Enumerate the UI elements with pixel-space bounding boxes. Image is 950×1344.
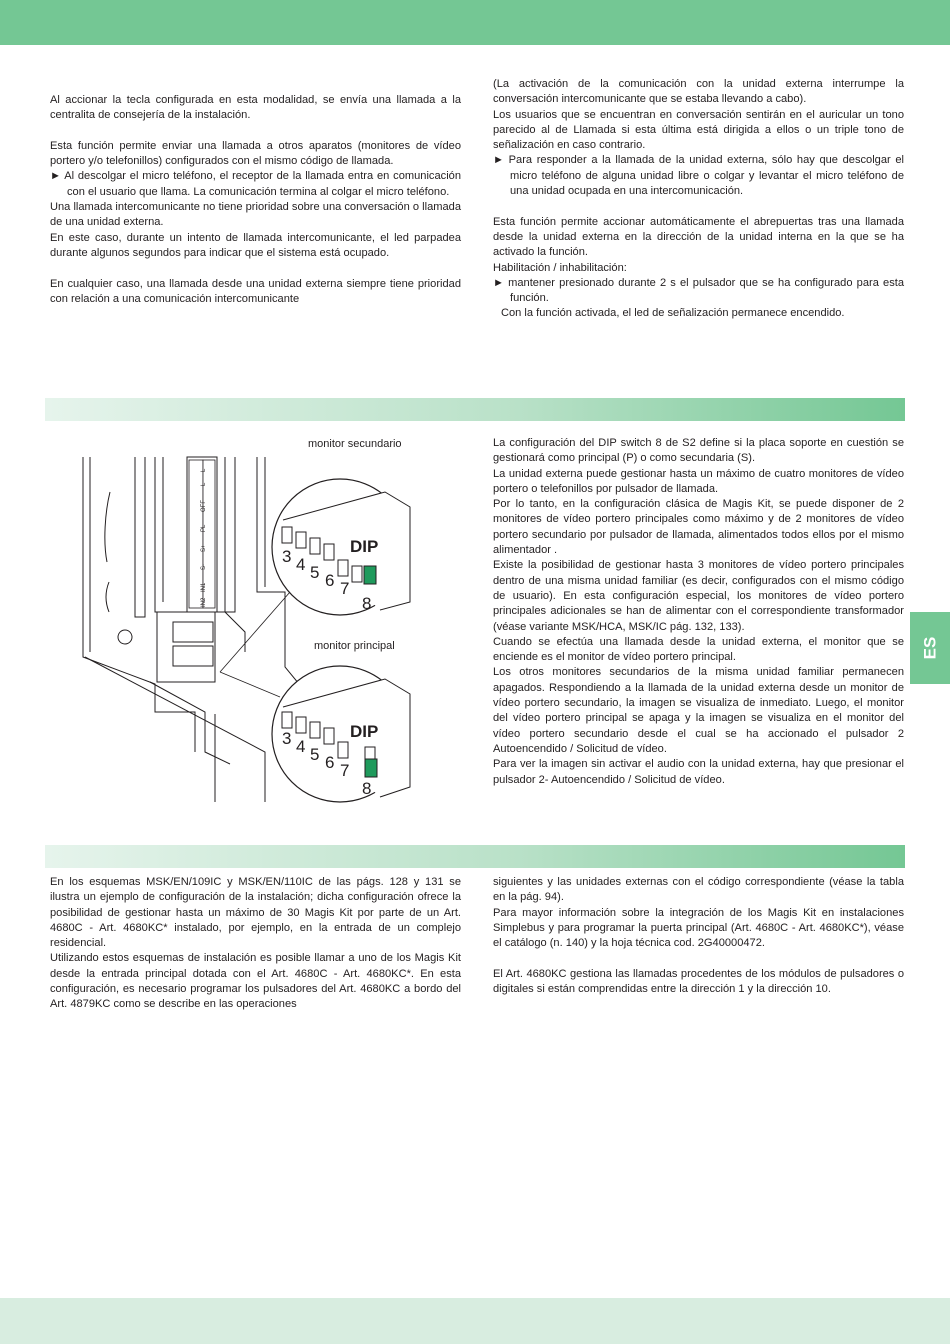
paragraph: El Art. 4680KC gestiona las llamadas procedentes de los módulos de pulsadores o digitales si están comprendidas entre la dirección 1 y la dirección 10. — [493, 967, 904, 996]
label-monitor-secundario: monitor secundario — [308, 438, 402, 450]
paragraph: Existe la posibilidad de gestionar hasta 3 monitores de vídeo portero principales dentro de una misma unidad familiar (es decir, configurados con el mismo código de usuario). En esta configuración especial, los monitores de vídeo portero principales adicionales se han de alimentar con el correspondiente transformador (véase variante MSK/HCA, MSK/IC pág. 132, 133). — [493, 559, 904, 633]
paragraph: Esta función permite accionar automáticamente el abrepuertas tras una llamada desde la unidad externa en la dirección de la unidad interna en la que se ha activado la función. — [493, 215, 904, 259]
paragraph: Esta función permite enviar una llamada a otros aparatos (monitores de vídeo portero y/o telefonillos) configurados con el mismo código de llamada. — [50, 139, 461, 168]
paragraph: En cualquier caso, una llamada desde una unidad externa siempre tiene prioridad con relación a una comunicación intercomunicante — [50, 277, 461, 305]
terminal-label: S+ — [201, 544, 207, 552]
section3-left-column — [50, 875, 461, 1013]
paragraph-gap — [493, 199, 904, 214]
terminal-label: IN1 — [201, 582, 207, 592]
terminal-label: IN2 — [201, 597, 207, 607]
label-monitor-principal: monitor principal — [314, 640, 395, 652]
svg-text:7: 7 — [340, 579, 350, 598]
paragraph: Habilitación / inhabilitación: — [493, 261, 627, 274]
paragraph: Para ver la imagen sin activar el audio con la unidad externa, hay que presionar el pulsador 2- Autoencendido / Solicitud de vídeo. — [493, 758, 904, 786]
language-tab-es: ES — [910, 612, 950, 684]
bullet-paragraph: ► mantener presionado durante 2 s el pulsador que se ha configurado para esta función. — [493, 276, 904, 305]
paragraph: Los otros monitores secundarios de la misma unidad familiar permanecen apagados. Respondiendo a la llamada de la unidad externa desde un monitor de vídeo portero secundario, la imagen se visualiza de inmediato. Luego, el monitor del vídeo portero principal se apaga y la imagen se visualiza en el monitor del vídeo portero secundario desde el cual se ha accionado el pulsador 2 Autoencendido / Solicitud de vídeo. — [493, 666, 904, 755]
paragraph: (La activación de la comunicación con la unidad externa interrumpe la conversación intercomunicante que se estaba llevando a cabo). — [493, 78, 904, 106]
svg-text:3: 3 — [282, 547, 292, 566]
dip-8-on-secondary — [364, 566, 376, 584]
section-bar-dip-config — [45, 398, 905, 421]
terminal-label: OFF — [201, 500, 207, 512]
bullet-paragraph: ► Al descolgar el micro teléfono, el receptor de la llamada entra en comunicación con el usuario que llama. La comunicación termina al colgar el micro teléfono. — [50, 170, 461, 198]
svg-text:DIP: DIP — [350, 722, 379, 741]
svg-text:7: 7 — [340, 761, 350, 780]
paragraph: En los esquemas MSK/EN/109IC y MSK/EN/110IC de las págs. 128 y 131 se ilustra un ejemplo de configuración de la instalación; dicha configuración ofrece la posibilidad de gestionar hasta un máximo de 30 Magis Kit por parte de un Art. 4680C - Art. 4680KC* instalado, por ejemplo, en la entrada de un complejo residencial. — [50, 876, 461, 950]
paragraph: Al accionar la tecla configurada en esta modalidad, se envía una llamada a la centralita de consejería de la instalación. — [50, 94, 461, 122]
svg-text:5: 5 — [310, 745, 320, 764]
paragraph: Por lo tanto, en la configuración clásica de Magis Kit, se puede disponer de 2 monitores de vídeo portero principales como máximo y de 2 monitores de vídeo portero secundario por pulsador de llamada, alimentados todos ellos por el mismo alimentador . — [493, 498, 904, 557]
paragraph: La unidad externa puede gestionar hasta un máximo de cuatro monitores de vídeo portero o telefonillos por pulsador de llamada. — [493, 467, 904, 495]
svg-text:8: 8 — [362, 779, 372, 798]
svg-text:8: 8 — [362, 594, 372, 613]
svg-text:3: 3 — [282, 729, 292, 748]
section1-right-column — [493, 77, 904, 322]
terminal-label: L — [201, 482, 207, 486]
svg-text:4: 4 — [296, 555, 306, 574]
terminal-label: PL — [201, 524, 207, 532]
paragraph: Para mayor información sobre la integración de los Magis Kit en instalaciones Simplebus y para programar la puerta principal (Art. 4680C - Art. 4680KC*), véase el catálogo (n. 140) y la hoja técnica cod. 2G40000472. — [493, 906, 904, 950]
paragraph: siguientes y las unidades externas con el código correspondiente (véase la tabla en la pág. 94). — [493, 876, 904, 904]
dip-8-on-principal — [365, 759, 377, 777]
paragraph: Una llamada intercomunicante no tiene prioridad sobre una conversación o llamada de una unidad externa. — [50, 201, 461, 229]
paragraph: En este caso, durante un intento de llamada intercomunicante, el led parpadea durante algunos segundos para indicar que el sistema está ocupado. — [50, 231, 461, 259]
bullet-paragraph: ► Para responder a la llamada de la unidad externa, sólo hay que descolgar el micro teléfono de alguna unidad libre o colgar y levantar el micro teléfono de una unidad ocupada en una intercomunicación. — [493, 154, 904, 198]
paragraph-gap — [50, 124, 461, 139]
svg-text:DIP: DIP — [350, 537, 379, 556]
paragraph: Cuando se efectúa una llamada desde la unidad externa, el monitor que se enciende es el monitor de vídeo portero principal. — [493, 635, 904, 664]
header-bar — [0, 0, 950, 45]
footer-bar — [0, 1298, 950, 1344]
svg-text:5: 5 — [310, 563, 320, 582]
section2-right-column — [493, 436, 904, 788]
terminal-label: S- — [201, 564, 207, 570]
paragraph: Con la función activada, el led de señalización permanece encendido. — [501, 307, 845, 320]
section1-left-column — [50, 93, 461, 307]
terminal-label: L — [201, 468, 207, 472]
svg-text:6: 6 — [325, 571, 335, 590]
paragraph: La configuración del DIP switch 8 de S2 define si la placa soporte en cuestión se gestionará como principal (P) o como secundaria (S). — [493, 437, 904, 465]
dip-switch-diagram — [55, 452, 425, 812]
paragraph: Los usuarios que se encuentran en conversación sentirán en el auricular un tono parecido al de Llamada si esta última está dirigida a ellos o un triple tono de señalización en caso contrario. — [493, 108, 904, 152]
paragraph: Utilizando estos esquemas de instalación es posible llamar a uno de los Magis Kit desde la entrada principal dotada con el Art. 4680C - Art. 4680KC*. En esta configuración, es necesario programar los pulsadores del Art. 4680KC a bordo del Art. 4879KC como se describe en las operaciones — [50, 952, 461, 1011]
section-bar-multiple-kits — [45, 845, 905, 868]
section3-right-column — [493, 875, 904, 997]
svg-text:6: 6 — [325, 753, 335, 772]
paragraph-gap — [493, 951, 904, 966]
paragraph-gap — [50, 261, 461, 276]
svg-text:4: 4 — [296, 737, 306, 756]
